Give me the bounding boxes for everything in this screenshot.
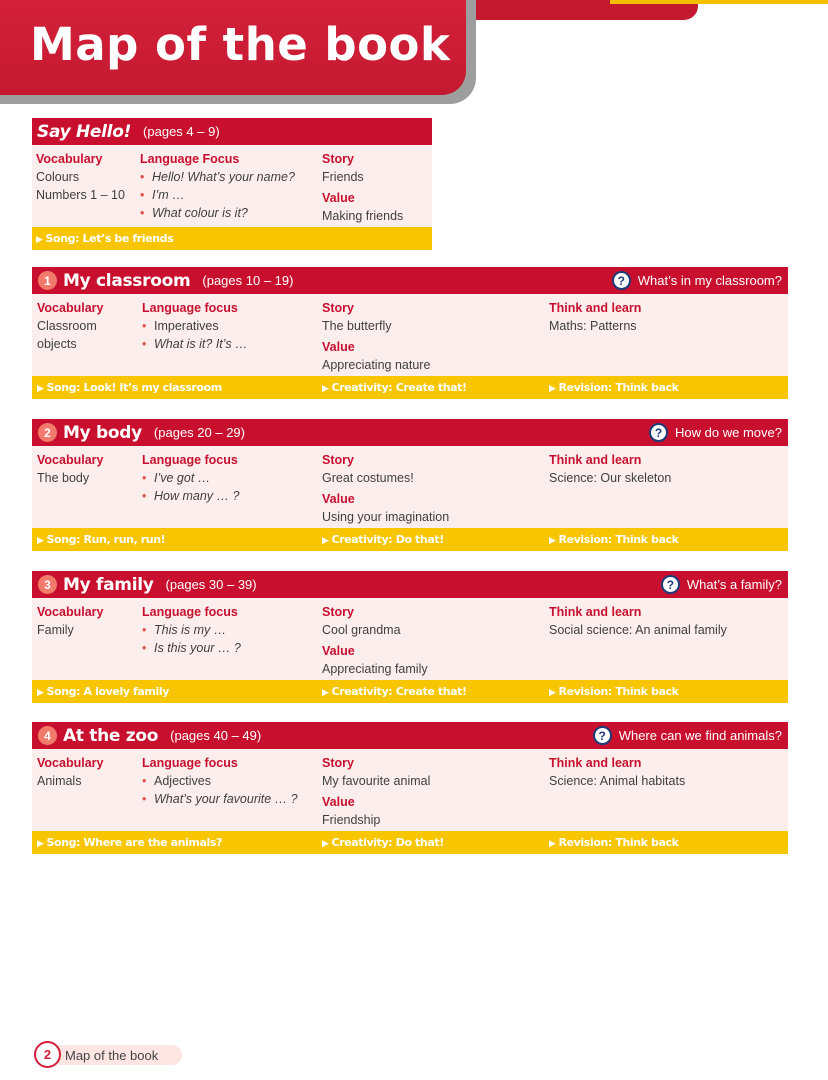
language-heading: Language focus xyxy=(142,301,238,315)
story-heading: Story xyxy=(322,453,354,467)
play-icon: ▶ xyxy=(322,384,329,394)
creativity-link[interactable]: ▶ Creativity: Create that! xyxy=(322,381,467,394)
language-column xyxy=(140,150,295,222)
story-heading: Story xyxy=(322,605,354,619)
language-item: • Is this your … ? xyxy=(142,639,241,657)
play-icon: ▶ xyxy=(549,536,556,546)
unit-title: My family xyxy=(63,574,154,595)
language-heading: Language focus xyxy=(142,453,238,467)
language-item: • Imperatives xyxy=(142,317,248,335)
vocabulary-heading: Vocabulary xyxy=(37,301,104,315)
language-heading: Language focus xyxy=(142,756,238,770)
title-banner xyxy=(0,0,466,95)
song-link[interactable]: ▶ Song: Where are the animals? xyxy=(37,836,223,849)
story-column xyxy=(322,754,430,829)
value-text: Making friends xyxy=(322,209,404,223)
revision-link[interactable]: ▶ Revision: Think back xyxy=(549,685,679,698)
story-heading: Story xyxy=(322,152,354,166)
unit-header xyxy=(32,722,788,749)
story-column xyxy=(322,451,449,526)
vocabulary-column xyxy=(37,299,103,353)
unit-footer xyxy=(32,528,788,551)
big-question xyxy=(593,722,782,749)
think-learn-text: Maths: Patterns xyxy=(549,319,637,333)
unit-header xyxy=(32,419,788,446)
vocabulary-heading: Vocabulary xyxy=(36,152,103,166)
unit-footer xyxy=(32,680,788,703)
unit-header xyxy=(32,118,432,145)
unit-title: My body xyxy=(63,422,142,443)
big-question-text: Where can we find animals? xyxy=(618,728,782,743)
song-link[interactable]: ▶ Song: Look! It’s my classroom xyxy=(37,381,222,394)
think-learn-text: Science: Animal habitats xyxy=(549,774,686,788)
language-item: • This is my … xyxy=(142,621,241,639)
play-icon: ▶ xyxy=(37,384,44,394)
page-footer-label: Map of the book xyxy=(58,1045,182,1065)
big-question xyxy=(649,419,782,446)
unit-title: At the zoo xyxy=(63,725,159,746)
question-icon: ? xyxy=(612,271,631,290)
big-question-text: What’s a family? xyxy=(686,577,782,592)
story-text: Cool grandma xyxy=(322,623,401,637)
big-question xyxy=(661,571,782,598)
story-column xyxy=(322,299,430,374)
creativity-link[interactable]: ▶ Creativity: Create that! xyxy=(322,685,467,698)
vocabulary-item: Family xyxy=(37,623,74,637)
unit-say-hello xyxy=(32,118,432,250)
think-learn-column xyxy=(549,603,727,639)
language-item: • I’ve got … xyxy=(142,469,239,487)
story-text: Great costumes! xyxy=(322,471,414,485)
story-column xyxy=(322,603,428,678)
unit-footer xyxy=(32,831,788,854)
story-column xyxy=(322,150,403,225)
unit-title: My classroom xyxy=(63,270,191,291)
value-text: Appreciating family xyxy=(322,662,428,676)
language-column xyxy=(142,299,248,353)
unit-pages: (pages 10 – 19) xyxy=(202,273,294,288)
think-learn-column xyxy=(549,754,685,790)
play-icon: ▶ xyxy=(322,536,329,546)
unit-body xyxy=(32,749,788,831)
vocabulary-item: Numbers 1 – 10 xyxy=(36,188,125,202)
unit-footer xyxy=(32,227,432,250)
vocabulary-column xyxy=(36,150,125,204)
think-learn-heading: Think and learn xyxy=(549,605,642,619)
unit-pages: (pages 4 – 9) xyxy=(143,124,220,139)
think-learn-column xyxy=(549,299,641,335)
unit-number-badge: 4 xyxy=(38,726,57,745)
language-item: • What is it? It’s … xyxy=(142,335,248,353)
vocabulary-item: The body xyxy=(37,471,90,485)
vocabulary-heading: Vocabulary xyxy=(37,605,104,619)
story-text: My favourite animal xyxy=(322,774,431,788)
play-icon: ▶ xyxy=(549,688,556,698)
play-icon: ▶ xyxy=(37,536,44,546)
language-item: • What’s your favourite … ? xyxy=(142,790,298,808)
language-item: • What colour is it? xyxy=(140,204,295,222)
language-item: • Hello! What’s your name? xyxy=(140,168,295,186)
play-icon: ▶ xyxy=(549,839,556,849)
vocabulary-item: Classroom xyxy=(37,319,97,333)
big-question-text: How do we move? xyxy=(675,425,782,440)
vocabulary-column xyxy=(37,451,103,487)
creativity-link[interactable]: ▶ Creativity: Do that! xyxy=(322,836,444,849)
vocabulary-heading: Vocabulary xyxy=(37,756,104,770)
story-heading: Story xyxy=(322,756,354,770)
language-item: • I’m … xyxy=(140,186,295,204)
revision-link[interactable]: ▶ Revision: Think back xyxy=(549,381,679,394)
unit-header xyxy=(32,571,788,598)
song-link[interactable]: ▶ Song: A lovely family xyxy=(37,685,169,698)
language-column xyxy=(142,754,298,808)
language-column xyxy=(142,603,241,657)
unit-title: Say Hello! xyxy=(37,121,132,142)
vocabulary-column xyxy=(37,754,103,790)
play-icon: ▶ xyxy=(322,839,329,849)
play-icon: ▶ xyxy=(37,688,44,698)
language-column xyxy=(142,451,239,505)
song-link[interactable]: ▶ Song: Run, run, run! xyxy=(37,533,166,546)
vocabulary-item: Animals xyxy=(37,774,82,788)
play-icon: ▶ xyxy=(37,839,44,849)
revision-link[interactable]: ▶ Revision: Think back xyxy=(549,533,679,546)
value-heading: Value xyxy=(322,492,355,506)
big-question xyxy=(612,267,782,294)
language-item: • How many … ? xyxy=(142,487,239,505)
think-learn-heading: Think and learn xyxy=(549,756,642,770)
top-yellow-decoration xyxy=(610,0,828,4)
unit-pages: (pages 30 – 39) xyxy=(165,577,257,592)
think-learn-column xyxy=(549,451,671,487)
unit-body xyxy=(32,145,432,227)
story-text: Friends xyxy=(322,170,364,184)
song-link[interactable]: ▶ Song: Let’s be friends xyxy=(36,232,174,245)
unit-2 xyxy=(32,419,788,551)
story-heading: Story xyxy=(322,301,354,315)
story-text: The butterfly xyxy=(322,319,392,333)
creativity-link[interactable]: ▶ Creativity: Do that! xyxy=(322,533,444,546)
play-icon: ▶ xyxy=(322,688,329,698)
unit-body xyxy=(32,294,788,376)
page-title: Map of the book xyxy=(30,18,451,71)
unit-header xyxy=(32,267,788,294)
vocabulary-column xyxy=(37,603,103,639)
vocabulary-item: Colours xyxy=(36,170,80,184)
value-heading: Value xyxy=(322,191,355,205)
language-heading: Language Focus xyxy=(140,152,240,166)
think-learn-heading: Think and learn xyxy=(549,301,642,315)
value-heading: Value xyxy=(322,340,355,354)
question-icon: ? xyxy=(661,575,680,594)
vocabulary-heading: Vocabulary xyxy=(37,453,104,467)
unit-4 xyxy=(32,722,788,854)
value-text: Friendship xyxy=(322,813,381,827)
big-question-text: What’s in my classroom? xyxy=(637,273,782,288)
question-icon: ? xyxy=(593,726,612,745)
value-heading: Value xyxy=(322,795,355,809)
think-learn-text: Social science: An animal family xyxy=(549,623,727,637)
unit-footer xyxy=(32,376,788,399)
unit-3 xyxy=(32,571,788,703)
value-heading: Value xyxy=(322,644,355,658)
unit-number-badge: 3 xyxy=(38,575,57,594)
think-learn-text: Science: Our skeleton xyxy=(549,471,672,485)
play-icon: ▶ xyxy=(549,384,556,394)
think-learn-heading: Think and learn xyxy=(549,453,642,467)
language-heading: Language focus xyxy=(142,605,238,619)
value-text: Using your imagination xyxy=(322,510,450,524)
unit-pages: (pages 20 – 29) xyxy=(153,425,245,440)
revision-link[interactable]: ▶ Revision: Think back xyxy=(549,836,679,849)
value-text: Appreciating nature xyxy=(322,358,431,372)
question-icon: ? xyxy=(649,423,668,442)
page-number: 2 xyxy=(34,1041,61,1068)
unit-body xyxy=(32,598,788,680)
unit-pages: (pages 40 – 49) xyxy=(170,728,262,743)
vocabulary-item: objects xyxy=(37,337,77,351)
unit-number-badge: 1 xyxy=(38,271,57,290)
unit-1 xyxy=(32,267,788,399)
play-icon: ▶ xyxy=(36,235,43,245)
language-item: • Adjectives xyxy=(142,772,298,790)
unit-body xyxy=(32,446,788,528)
unit-number-badge: 2 xyxy=(38,423,57,442)
